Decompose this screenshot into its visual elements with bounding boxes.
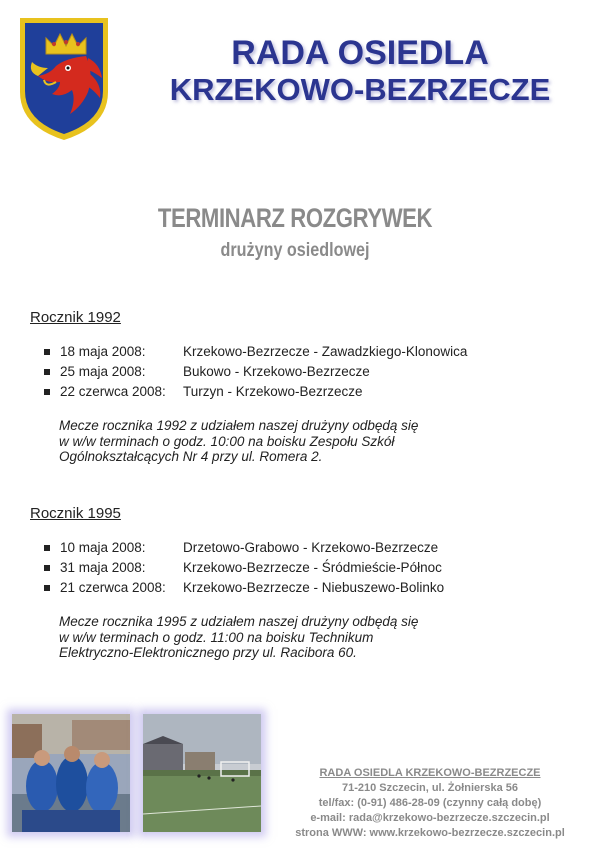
match-date: 21 czerwca 2008: bbox=[60, 580, 166, 595]
match-date: 10 maja 2008: bbox=[60, 540, 146, 555]
match-teams: Krzekowo-Bezrzecze - Zawadzkiego-Klonowica bbox=[183, 344, 468, 359]
note-line: Mecze rocznika 1992 z udziałem naszej drużyny odbędą się bbox=[59, 418, 419, 433]
bullet-icon bbox=[44, 585, 50, 591]
footer-name: RADA OSIEDLA KRZEKOWO-BEZRZECZE bbox=[319, 767, 541, 779]
note-line: Elektryczno-Elektronicznego przy ul. Racibora 60. bbox=[59, 645, 357, 660]
section-rocznik-1992 bbox=[30, 309, 590, 465]
footer-email: e-mail: rada@krzekowo-bezrzecze.szczecin.pl bbox=[310, 812, 550, 824]
note-line: Mecze rocznika 1995 z udziałem naszej drużyny odbędą się bbox=[59, 614, 419, 629]
list-item bbox=[30, 540, 590, 560]
header-title-line2: KRZEKOWO-BEZRZECZE bbox=[169, 72, 551, 107]
match-teams: Turzyn - Krzekowo-Bezrzecze bbox=[183, 384, 363, 399]
match-teams: Bukowo - Krzekowo-Bezrzecze bbox=[183, 364, 370, 379]
bullet-icon bbox=[44, 389, 50, 395]
note-line: w w/w terminach o godz. 11:00 na boisku Technikum bbox=[59, 629, 374, 645]
list-item bbox=[30, 384, 590, 404]
section-heading: Rocznik 1995 bbox=[30, 505, 121, 522]
match-date: 31 maja 2008: bbox=[60, 560, 146, 575]
match-date: 18 maja 2008: bbox=[60, 344, 146, 359]
footer-website: strona WWW: www.krzekowo-bezrzecze.szczecin.pl bbox=[295, 827, 565, 839]
list-item bbox=[30, 344, 590, 364]
footer-address: 71-210 Szczecin, ul. Żołnierska 56 bbox=[341, 782, 519, 794]
header-title-line1: RADA OSIEDLA bbox=[231, 34, 489, 72]
section-heading: Rocznik 1992 bbox=[30, 309, 121, 326]
note-line: w w/w terminach o godz. 10:00 na boisku Zespołu Szkół bbox=[59, 433, 395, 449]
footer-contact bbox=[272, 766, 588, 841]
list-item bbox=[30, 364, 590, 384]
note-line: Ogólnokształcących Nr 4 przy ul. Romera 2. bbox=[59, 449, 323, 464]
match-date: 22 czerwca 2008: bbox=[60, 384, 166, 399]
bullet-icon bbox=[44, 545, 50, 551]
match-teams: Drzetowo-Grabowo - Krzekowo-Bezrzecze bbox=[183, 540, 439, 555]
footer-phone: tel/fax: (0-91) 486-28-09 (czynny całą dobę) bbox=[318, 797, 542, 809]
team-huddle-photo bbox=[12, 714, 130, 832]
bullet-icon bbox=[44, 349, 50, 355]
griffin-coat-of-arms-icon bbox=[16, 14, 112, 144]
football-pitch-photo bbox=[143, 714, 261, 832]
match-teams: Krzekowo-Bezrzecze - Niebuszewo-Bolinko bbox=[183, 580, 445, 595]
document-title: TERMINARZ ROZGRYWEK bbox=[157, 203, 433, 233]
section-note bbox=[59, 418, 539, 465]
bullet-icon bbox=[44, 369, 50, 375]
list-item bbox=[30, 560, 590, 580]
section-note bbox=[59, 614, 539, 661]
section-rocznik-1995 bbox=[30, 505, 590, 661]
document-subtitle: drużyny osiedlowej bbox=[220, 240, 370, 261]
list-item bbox=[30, 580, 590, 600]
bullet-icon bbox=[44, 565, 50, 571]
match-teams: Krzekowo-Bezrzecze - Śródmieście-Północ bbox=[183, 560, 442, 575]
match-date: 25 maja 2008: bbox=[60, 364, 146, 379]
